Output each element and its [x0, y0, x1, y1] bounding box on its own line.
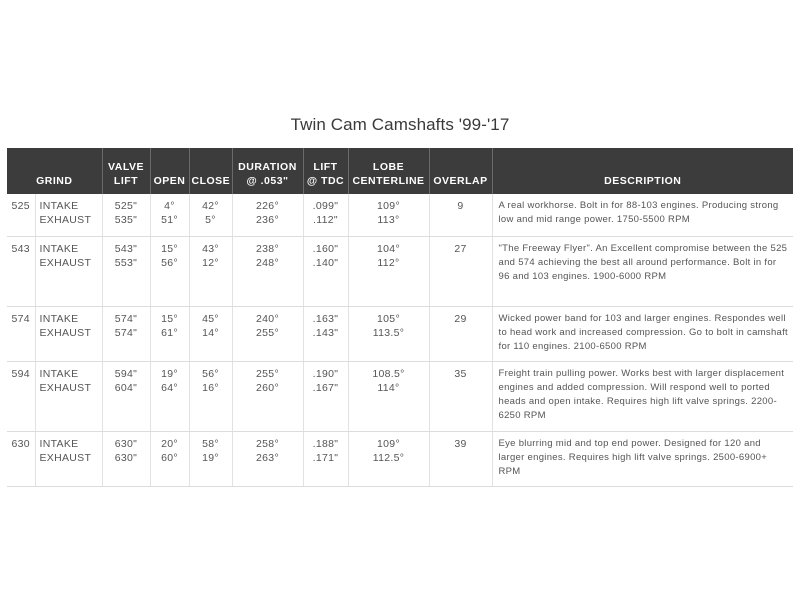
- lobe-centerline-cell: 109° 112.5°: [348, 431, 429, 486]
- open-cell: 19° 64°: [150, 361, 189, 431]
- table-row: [7, 361, 793, 431]
- header-lobe-centerline: LOBE CENTERLINE: [348, 148, 429, 194]
- lobe-centerline-cell: 104° 112°: [348, 236, 429, 306]
- table-row: [7, 194, 793, 236]
- close-cell: 43° 12°: [189, 236, 232, 306]
- overlap-cell: 39: [429, 431, 492, 486]
- duration-cell: 258° 263°: [232, 431, 303, 486]
- lift-tdc-cell: .190" .167": [303, 361, 348, 431]
- overlap-cell: 27: [429, 236, 492, 306]
- header-overlap: OVERLAP: [429, 148, 492, 194]
- close-cell: 58° 19°: [189, 431, 232, 486]
- grind-type: [35, 194, 102, 236]
- close-cell: 56° 16°: [189, 361, 232, 431]
- lift-tdc-cell: .160" .140": [303, 236, 348, 306]
- lobe-centerline-cell: 109° 113°: [348, 194, 429, 236]
- intake-label: INTAKE: [39, 200, 79, 212]
- lift-tdc-cell: .163" .143": [303, 306, 348, 361]
- exhaust-label: EXHAUST: [39, 214, 92, 226]
- duration-cell: 240° 255°: [232, 306, 303, 361]
- valve-lift-cell: 543" 553": [102, 236, 150, 306]
- page-title: Twin Cam Camshafts '99-'17: [290, 115, 510, 134]
- exhaust-label: EXHAUST: [39, 381, 92, 394]
- intake-label: INTAKE: [39, 312, 79, 325]
- grind-number: 630: [7, 431, 35, 486]
- description-cell: A real workhorse. Bolt in for 88-103 engines. Producing strong low and mid range power. 1750-5500 RPM: [492, 194, 793, 236]
- grind-type: [35, 361, 102, 431]
- lobe-centerline-cell: 105° 113.5°: [348, 306, 429, 361]
- lift-tdc-cell: .188" .171": [303, 431, 348, 486]
- grind-type: [35, 431, 102, 486]
- description-cell: Freight train pulling power. Works best with larger displacement engines and added compression. Will respond well to ported heads and open intake. Requires high lift valve springs. 2200-6250 RPM: [492, 361, 793, 431]
- valve-lift-cell: 574" 574": [102, 306, 150, 361]
- grind-type: [35, 236, 102, 306]
- description-cell: Eye blurring mid and top end power. Designed for 120 and larger engines. Requires high lift valve springs. 2500-6900+ RPM: [492, 431, 793, 486]
- grind-number: 574: [7, 306, 35, 361]
- duration-cell: 255° 260°: [232, 361, 303, 431]
- header-open: OPEN: [150, 148, 189, 194]
- table-row: [7, 431, 793, 486]
- open-cell: 4° 51°: [150, 194, 189, 236]
- exhaust-label: EXHAUST: [39, 326, 92, 339]
- grind-number: 543: [7, 236, 35, 306]
- lobe-centerline-cell: 108.5° 114°: [348, 361, 429, 431]
- table-row: [7, 306, 793, 361]
- lift-tdc-cell: .099" .112": [303, 194, 348, 236]
- overlap-cell: 29: [429, 306, 492, 361]
- table-header-row: [7, 148, 793, 194]
- open-cell: 15° 61°: [150, 306, 189, 361]
- duration-cell: 226° 236°: [232, 194, 303, 236]
- description-cell: "The Freeway Flyer". An Excellent compromise between the 525 and 574 achieving the best all around performance. Bolt in for 96 and 103 engines. 1900-6000 RPM: [492, 236, 793, 306]
- camshaft-specs-table: [7, 148, 793, 487]
- exhaust-label: EXHAUST: [39, 451, 92, 464]
- open-cell: 20° 60°: [150, 431, 189, 486]
- grind-type: [35, 306, 102, 361]
- header-valve-lift: VALVE LIFT: [102, 148, 150, 194]
- grind-number: 525: [7, 194, 35, 236]
- header-lift-tdc: LIFT @ TDC: [303, 148, 348, 194]
- valve-lift-cell: 630" 630": [102, 431, 150, 486]
- close-cell: 42° 5°: [189, 194, 232, 236]
- intake-label: INTAKE: [39, 437, 79, 450]
- close-cell: 45° 14°: [189, 306, 232, 361]
- grind-number: 594: [7, 361, 35, 431]
- exhaust-label: EXHAUST: [39, 256, 92, 269]
- header-duration: DURATION @ .053": [232, 148, 303, 194]
- duration-cell: 238° 248°: [232, 236, 303, 306]
- valve-lift-cell: 525" 535": [102, 194, 150, 236]
- intake-label: INTAKE: [39, 367, 79, 380]
- header-description: DESCRIPTION: [492, 148, 793, 194]
- header-close: CLOSE: [189, 148, 232, 194]
- overlap-cell: 35: [429, 361, 492, 431]
- open-cell: 15° 56°: [150, 236, 189, 306]
- description-cell: Wicked power band for 103 and larger engines. Respondes well to head work and increased compression. Go to bolt in camshaft for 110 engines. 2100-6500 RPM: [492, 306, 793, 361]
- valve-lift-cell: 594" 604": [102, 361, 150, 431]
- overlap-cell: 9: [429, 194, 492, 236]
- intake-label: INTAKE: [39, 242, 79, 255]
- table-row: [7, 236, 793, 306]
- header-grind: GRIND: [7, 148, 102, 194]
